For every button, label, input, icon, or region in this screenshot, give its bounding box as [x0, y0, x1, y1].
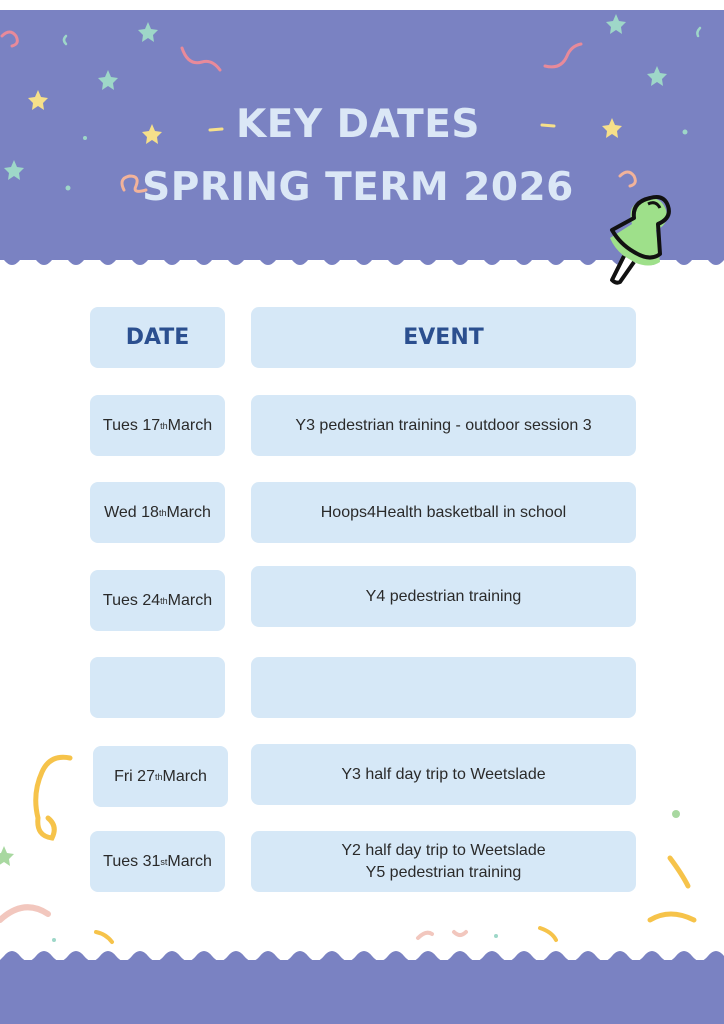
event-cell: Y2 half day trip to Weetslade Y5 pedestrian training — [251, 831, 636, 892]
date-cell: Wed 18 th March — [90, 482, 225, 543]
date-cell: Tues 24 th March — [90, 570, 225, 631]
title-line-2: SPRING TERM 2026 — [142, 165, 574, 210]
date-cell: Fri 27 th March — [93, 746, 228, 807]
date-cell: Tues 17 th March — [90, 395, 225, 456]
event-cell: Y3 pedestrian training - outdoor session 3 — [251, 395, 636, 456]
footer-band — [0, 960, 724, 1024]
event-cell — [251, 657, 636, 718]
event-cell: Y3 half day trip to Weetslade — [251, 744, 636, 805]
event-column-header: EVENT — [251, 307, 636, 368]
event-cell: Y4 pedestrian training — [251, 566, 636, 627]
title-line-1: KEY DATES — [235, 102, 481, 147]
date-column-header: DATE — [90, 307, 225, 368]
date-cell — [90, 657, 225, 718]
date-cell: Tues 31 st March — [90, 831, 225, 892]
event-cell: Hoops4Health basketball in school — [251, 482, 636, 543]
